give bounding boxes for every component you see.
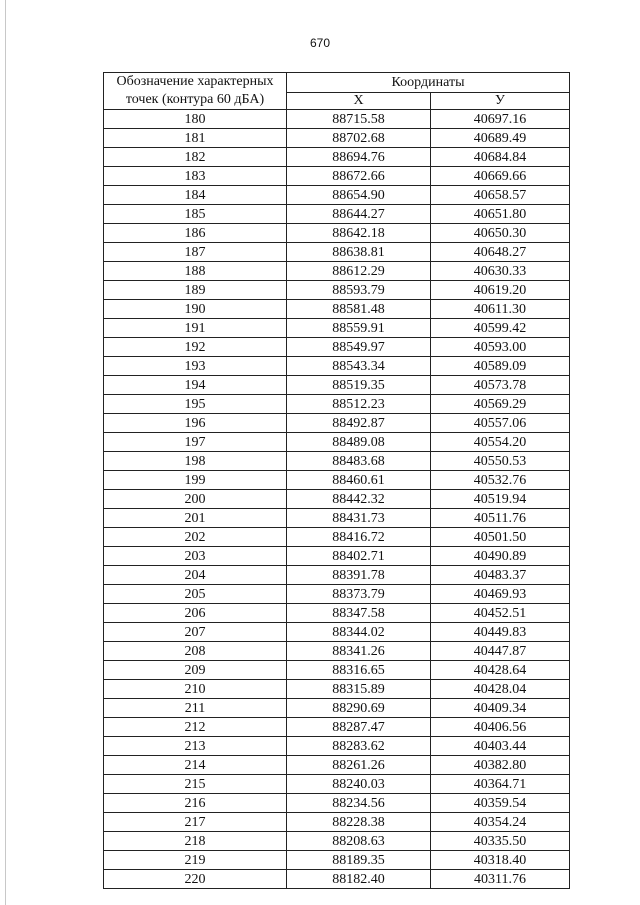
x-coordinate-cell: 88512.23 <box>287 395 431 414</box>
table-row <box>104 205 570 224</box>
table-row <box>104 110 570 129</box>
point-id-cell: 204 <box>104 566 287 585</box>
point-id-cell: 206 <box>104 604 287 623</box>
table-row <box>104 186 570 205</box>
x-coordinate-cell: 88638.81 <box>287 243 431 262</box>
y-coordinate-cell: 40428.64 <box>431 661 570 680</box>
x-coordinate-cell: 88287.47 <box>287 718 431 737</box>
table-row <box>104 433 570 452</box>
table-row <box>104 813 570 832</box>
coordinates-table <box>103 72 570 889</box>
table-row <box>104 490 570 509</box>
table-row <box>104 262 570 281</box>
point-id-cell: 190 <box>104 300 287 319</box>
table-row <box>104 566 570 585</box>
point-id-cell: 197 <box>104 433 287 452</box>
point-id-cell: 183 <box>104 167 287 186</box>
y-coordinate-cell: 40689.49 <box>431 129 570 148</box>
point-id-cell: 216 <box>104 794 287 813</box>
point-id-cell: 193 <box>104 357 287 376</box>
point-id-cell: 195 <box>104 395 287 414</box>
y-coordinate-cell: 40469.93 <box>431 585 570 604</box>
point-id-cell: 200 <box>104 490 287 509</box>
table-row <box>104 376 570 395</box>
x-coordinate-cell: 88442.32 <box>287 490 431 509</box>
y-coordinate-cell: 40532.76 <box>431 471 570 490</box>
header-point-label: Обозначение характерных точек (контура 60 дБА) <box>104 73 287 110</box>
table-row <box>104 832 570 851</box>
y-coordinate-cell: 40428.04 <box>431 680 570 699</box>
y-coordinate-cell: 40658.57 <box>431 186 570 205</box>
point-id-cell: 187 <box>104 243 287 262</box>
point-id-cell: 217 <box>104 813 287 832</box>
y-coordinate-cell: 40406.56 <box>431 718 570 737</box>
point-id-cell: 220 <box>104 870 287 889</box>
point-id-cell: 191 <box>104 319 287 338</box>
table-row <box>104 414 570 433</box>
point-id-cell: 185 <box>104 205 287 224</box>
x-coordinate-cell: 88593.79 <box>287 281 431 300</box>
x-coordinate-cell: 88391.78 <box>287 566 431 585</box>
table-row <box>104 319 570 338</box>
y-coordinate-cell: 40483.37 <box>431 566 570 585</box>
x-coordinate-cell: 88519.35 <box>287 376 431 395</box>
y-coordinate-cell: 40569.29 <box>431 395 570 414</box>
x-coordinate-cell: 88373.79 <box>287 585 431 604</box>
x-coordinate-cell: 88261.26 <box>287 756 431 775</box>
y-coordinate-cell: 40593.00 <box>431 338 570 357</box>
point-id-cell: 182 <box>104 148 287 167</box>
y-coordinate-cell: 40449.83 <box>431 623 570 642</box>
point-id-cell: 201 <box>104 509 287 528</box>
point-id-cell: 219 <box>104 851 287 870</box>
x-coordinate-cell: 88208.63 <box>287 832 431 851</box>
x-coordinate-cell: 88612.29 <box>287 262 431 281</box>
y-coordinate-cell: 40611.30 <box>431 300 570 319</box>
y-coordinate-cell: 40318.40 <box>431 851 570 870</box>
y-coordinate-cell: 40554.20 <box>431 433 570 452</box>
x-coordinate-cell: 88283.62 <box>287 737 431 756</box>
y-coordinate-cell: 40409.34 <box>431 699 570 718</box>
table-row <box>104 604 570 623</box>
x-coordinate-cell: 88715.58 <box>287 110 431 129</box>
table-row <box>104 129 570 148</box>
table-row <box>104 243 570 262</box>
table-row <box>104 699 570 718</box>
x-coordinate-cell: 88416.72 <box>287 528 431 547</box>
x-coordinate-cell: 88347.58 <box>287 604 431 623</box>
x-coordinate-cell: 88672.66 <box>287 167 431 186</box>
x-coordinate-cell: 88316.65 <box>287 661 431 680</box>
y-coordinate-cell: 40335.50 <box>431 832 570 851</box>
table-row <box>104 661 570 680</box>
y-coordinate-cell: 40447.87 <box>431 642 570 661</box>
y-coordinate-cell: 40511.76 <box>431 509 570 528</box>
point-id-cell: 188 <box>104 262 287 281</box>
point-id-cell: 189 <box>104 281 287 300</box>
point-id-cell: 202 <box>104 528 287 547</box>
x-coordinate-cell: 88644.27 <box>287 205 431 224</box>
y-coordinate-cell: 40382.80 <box>431 756 570 775</box>
x-coordinate-cell: 88559.91 <box>287 319 431 338</box>
table-row <box>104 338 570 357</box>
table-row <box>104 528 570 547</box>
x-coordinate-cell: 88431.73 <box>287 509 431 528</box>
table-row <box>104 509 570 528</box>
x-coordinate-cell: 88489.08 <box>287 433 431 452</box>
table-row <box>104 756 570 775</box>
point-id-cell: 210 <box>104 680 287 699</box>
x-coordinate-cell: 88492.87 <box>287 414 431 433</box>
x-coordinate-cell: 88402.71 <box>287 547 431 566</box>
header-coordinates: Координаты <box>287 73 570 93</box>
point-id-cell: 205 <box>104 585 287 604</box>
y-coordinate-cell: 40650.30 <box>431 224 570 243</box>
x-coordinate-cell: 88290.69 <box>287 699 431 718</box>
x-coordinate-cell: 88315.89 <box>287 680 431 699</box>
table-row <box>104 870 570 889</box>
table-row <box>104 642 570 661</box>
point-id-cell: 199 <box>104 471 287 490</box>
page-number: 670 <box>309 36 331 50</box>
y-coordinate-cell: 40359.54 <box>431 794 570 813</box>
point-id-cell: 218 <box>104 832 287 851</box>
x-coordinate-cell: 88702.68 <box>287 129 431 148</box>
table-row <box>104 718 570 737</box>
table-row <box>104 148 570 167</box>
x-coordinate-cell: 88694.76 <box>287 148 431 167</box>
point-id-cell: 208 <box>104 642 287 661</box>
table-row <box>104 452 570 471</box>
scan-margin-line <box>5 0 6 905</box>
y-coordinate-cell: 40599.42 <box>431 319 570 338</box>
y-coordinate-cell: 40619.20 <box>431 281 570 300</box>
y-coordinate-cell: 40364.71 <box>431 775 570 794</box>
y-coordinate-cell: 40573.78 <box>431 376 570 395</box>
table-row <box>104 585 570 604</box>
table-row <box>104 547 570 566</box>
y-coordinate-cell: 40311.76 <box>431 870 570 889</box>
point-id-cell: 207 <box>104 623 287 642</box>
table-row <box>104 775 570 794</box>
y-coordinate-cell: 40403.44 <box>431 737 570 756</box>
x-coordinate-cell: 88543.34 <box>287 357 431 376</box>
x-coordinate-cell: 88234.56 <box>287 794 431 813</box>
point-id-cell: 196 <box>104 414 287 433</box>
y-coordinate-cell: 40354.24 <box>431 813 570 832</box>
table-row <box>104 281 570 300</box>
y-coordinate-cell: 40697.16 <box>431 110 570 129</box>
point-id-cell: 186 <box>104 224 287 243</box>
x-coordinate-cell: 88189.35 <box>287 851 431 870</box>
x-coordinate-cell: 88549.97 <box>287 338 431 357</box>
x-coordinate-cell: 88460.61 <box>287 471 431 490</box>
point-id-cell: 184 <box>104 186 287 205</box>
x-coordinate-cell: 88240.03 <box>287 775 431 794</box>
table-row <box>104 167 570 186</box>
y-coordinate-cell: 40490.89 <box>431 547 570 566</box>
y-coordinate-cell: 40669.66 <box>431 167 570 186</box>
header-y: У <box>431 92 570 109</box>
point-id-cell: 213 <box>104 737 287 756</box>
x-coordinate-cell: 88581.48 <box>287 300 431 319</box>
y-coordinate-cell: 40519.94 <box>431 490 570 509</box>
point-id-cell: 194 <box>104 376 287 395</box>
table-row <box>104 680 570 699</box>
point-id-cell: 192 <box>104 338 287 357</box>
y-coordinate-cell: 40550.53 <box>431 452 570 471</box>
y-coordinate-cell: 40651.80 <box>431 205 570 224</box>
point-id-cell: 209 <box>104 661 287 680</box>
y-coordinate-cell: 40501.50 <box>431 528 570 547</box>
y-coordinate-cell: 40630.33 <box>431 262 570 281</box>
table-row <box>104 623 570 642</box>
y-coordinate-cell: 40648.27 <box>431 243 570 262</box>
y-coordinate-cell: 40557.06 <box>431 414 570 433</box>
x-coordinate-cell: 88654.90 <box>287 186 431 205</box>
table-row <box>104 851 570 870</box>
point-id-cell: 211 <box>104 699 287 718</box>
point-id-cell: 198 <box>104 452 287 471</box>
x-coordinate-cell: 88483.68 <box>287 452 431 471</box>
y-coordinate-cell: 40589.09 <box>431 357 570 376</box>
x-coordinate-cell: 88344.02 <box>287 623 431 642</box>
point-id-cell: 214 <box>104 756 287 775</box>
point-id-cell: 212 <box>104 718 287 737</box>
x-coordinate-cell: 88642.18 <box>287 224 431 243</box>
point-id-cell: 181 <box>104 129 287 148</box>
table-row <box>104 395 570 414</box>
table-row <box>104 357 570 376</box>
point-id-cell: 203 <box>104 547 287 566</box>
table-row <box>104 471 570 490</box>
y-coordinate-cell: 40452.51 <box>431 604 570 623</box>
x-coordinate-cell: 88341.26 <box>287 642 431 661</box>
point-id-cell: 180 <box>104 110 287 129</box>
x-coordinate-cell: 88182.40 <box>287 870 431 889</box>
point-id-cell: 215 <box>104 775 287 794</box>
y-coordinate-cell: 40684.84 <box>431 148 570 167</box>
table-row <box>104 737 570 756</box>
x-coordinate-cell: 88228.38 <box>287 813 431 832</box>
table-row <box>104 794 570 813</box>
table-body <box>104 110 570 889</box>
table-row <box>104 300 570 319</box>
table-row <box>104 224 570 243</box>
header-x: X <box>287 92 431 109</box>
